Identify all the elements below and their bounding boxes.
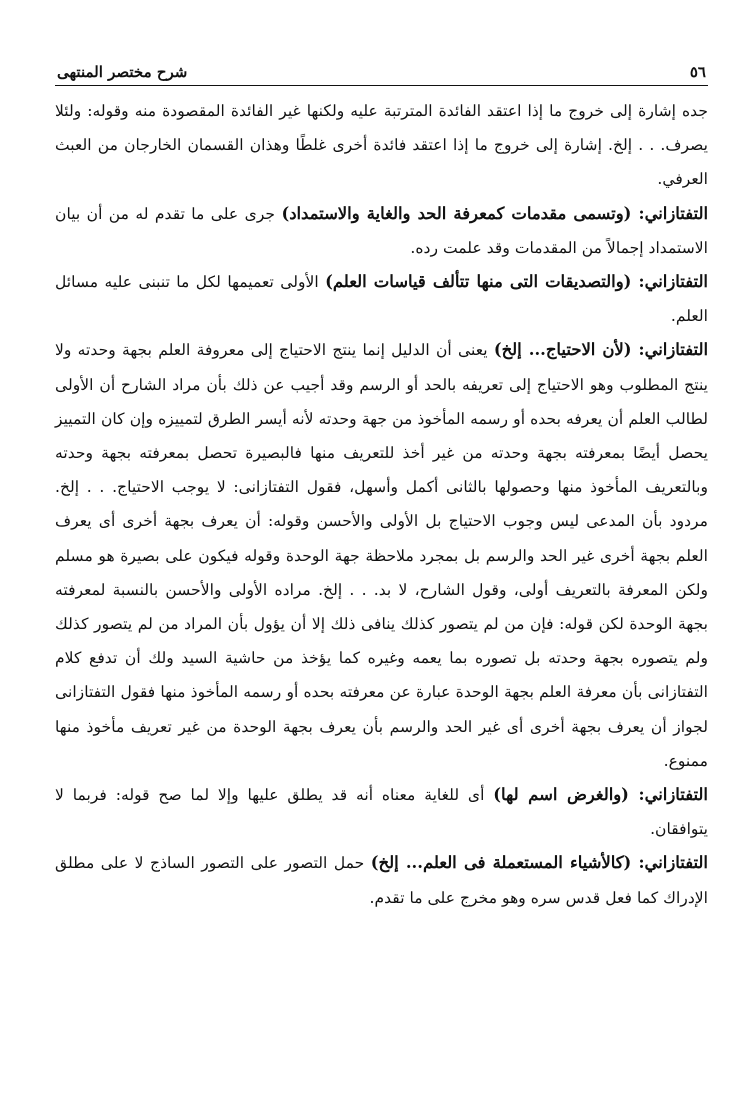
- paragraph: [55, 197, 708, 265]
- paragraph: [55, 846, 708, 914]
- quoted-lemma: (والتصديقات التى منها تتألف قياسات العلم): [325, 272, 632, 292]
- paragraph-text: حمل التصور على التصور الساذج لا على مطلق الإدراك كما فعل قدس سره وهو مخرج على ما تقدم.: [55, 854, 708, 907]
- commentator-label: التفتازاني:: [631, 853, 708, 873]
- commentator-label: التفتازاني:: [628, 785, 708, 805]
- book-page: [55, 52, 708, 1072]
- quoted-lemma: (كالأشياء المستعملة فى العلم... إلخ): [370, 853, 632, 873]
- paragraph: [55, 778, 708, 846]
- paragraph-text: أى للغاية معناه أنه قد يطلق عليها وإلا لما صح قوله: فربما لا يتوافقان.: [55, 786, 708, 839]
- paragraph-continued: [55, 94, 708, 197]
- book-title: شرح مختصر المنتهى: [57, 63, 188, 81]
- quoted-lemma: (وتسمى مقدمات كمعرفة الحد والغاية والاستمداد): [281, 203, 632, 223]
- body-text: [55, 94, 708, 915]
- commentator-label: التفتازاني:: [631, 272, 708, 292]
- commentator-label: التفتازاني:: [631, 340, 708, 360]
- page-number: ٥٦: [689, 63, 706, 81]
- running-head: [55, 52, 708, 86]
- paragraph-text: جرى على ما تقدم له من أن بيان الاستمداد إجمالاً من المقدمات وقد علمت رده.: [55, 204, 708, 257]
- quoted-lemma: (لأن الاحتياج... إلخ): [493, 340, 632, 360]
- paragraph-text: يعنى أن الدليل إنما ينتج الاحتياج إلى معروفة العلم بجهة وحدته ولا ينتج المطلوب وهو الاحتياج إلى تعريفه بالحد أو الرسم وقد أجيب عن ذلك بأن مراد الشارح أن الأولى لطالب العلم أن يعرفه بحده أو رسمه المأخوذ من جهة وحدته لأنه أيسر الطرق لتمييزه وإن كان التمييز يحصل أيضًا بمعرفته بجهة وحدته من غير أخذ للتعريف منها فالبصيرة تحصل بمعرفته بجهة وحدته وبالتعريف المأخوذ منها وحصولها بالثانى أكمل وأسهل، فقول التفتازانى: لا يوجب الاحتياج. . . إلخ. مردود بأن المدعى ليس وجوب الاحتياج بل الأولى والأحسن وقوله: أن يعرف بجهة أخرى أى يعرف العلم بجهة أخرى غير الحد والرسم بل بمجرد ملاحظة جهة الوحدة وقوله فيكون على بصيرة هو مسلم ولكن المعرفة بالتعريف أولى، وقول الشارح، لا بد. . . إلخ. مراده الأولى والأحسن بالنسبة لمعرفته بجهة الوحدة لكن قوله: فإن من لم يتصور كذلك ينافى ذلك إلا أن يؤول بأن المراد من لم يتصور كذلك ولم يتصوره بجهة وحدته بل تصوره بما يعمه وغيره كما يؤخذ من حاشية السيد ولك أن تدفع كلام التفتازانى بأن معرفة العلم بجهة الوحدة عبارة عن معرفته بحده أو رسمه المأخوذ منها فقول التفتازانى لجواز أن يعرف بجهة أخرى أى غير الحد والرسم بأن يعرف بجهة الوحدة من غير تعريف مأخوذ منها ممنوع.: [55, 341, 709, 770]
- paragraph: [55, 333, 708, 778]
- commentator-label: التفتازاني:: [631, 203, 708, 223]
- paragraph: [55, 265, 708, 333]
- paragraph-text: الأولى تعميمها لكل ما تنبنى عليه مسائل العلم.: [55, 273, 708, 326]
- quoted-lemma: (والغرض اسم لها): [493, 785, 629, 805]
- paragraph-text: جده إشارة إلى خروج ما إذا اعتقد الفائدة المترتبة عليه ولكنها غير الفائدة المقصودة منه وقوله: ولئلا يصرف. . . إلخ. إشارة إلى خروج ما إذا اعتقد فائدة أخرى غلطًا وهذان القسمان الخارجان من العبث العرفي.: [55, 102, 708, 189]
